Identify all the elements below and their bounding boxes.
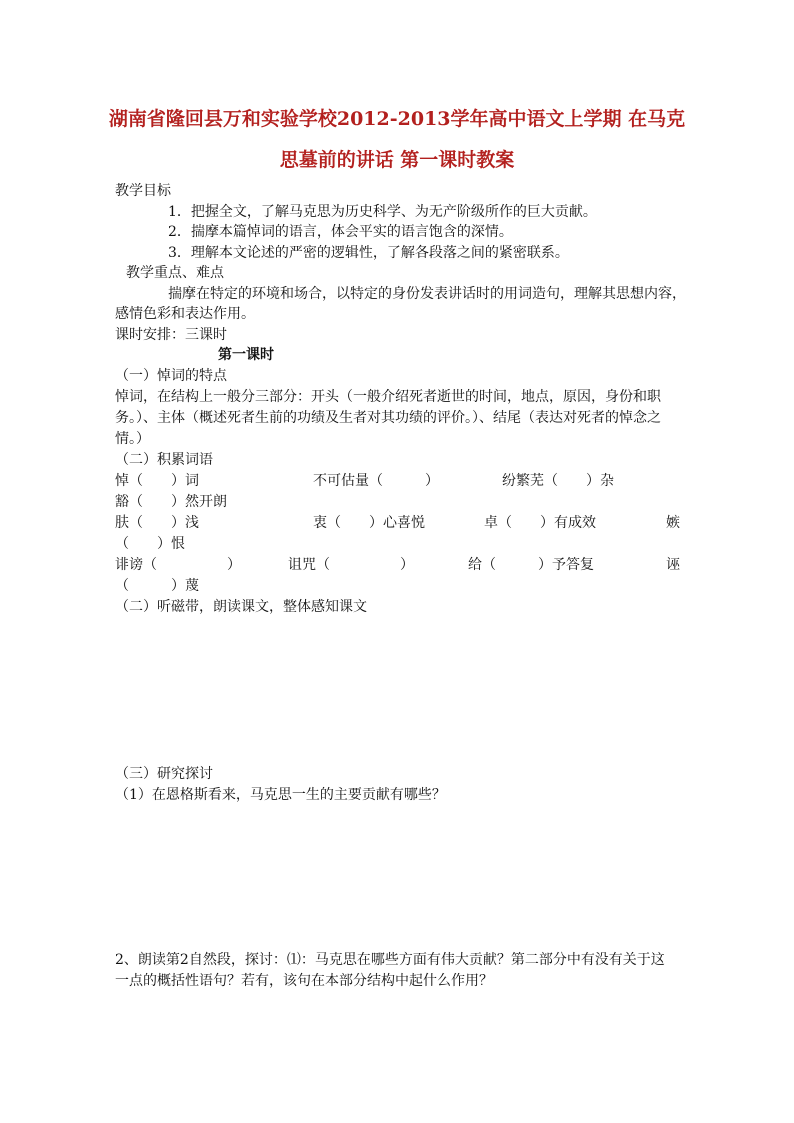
objective-item-1: 1．把握全文，了解马克思为历史科学、为无产阶级所作的巨大贡献。 bbox=[168, 204, 597, 220]
vocab-item: 卓（ ）有成效 bbox=[484, 515, 596, 531]
section-4-heading: （三）研究探讨 bbox=[115, 766, 213, 782]
vocab-item: 诽谤（ ） bbox=[115, 557, 241, 573]
vocab-item: 诬 bbox=[666, 557, 680, 573]
document-title-line-2: 思墓前的讲话 第一课时教案 bbox=[279, 149, 515, 171]
vocab-item: 纷繁芜（ ）杂 bbox=[502, 473, 614, 489]
section-1-text-2: 务。）、主体（概述死者生前的功绩及生者对其功绩的评价。）、结尾（表达对死者的悼念之 bbox=[115, 410, 661, 426]
section-1-text-3: 情。） bbox=[115, 431, 150, 447]
vocab-item: 给（ ）予答复 bbox=[468, 557, 594, 573]
vocab-item: 肤（ ）浅 bbox=[115, 515, 199, 531]
question-2-line-1: 2、朗读第2自然段，探讨：⑴：马克思在哪些方面有伟大贡献？第二部分中有没有关于这 bbox=[115, 952, 665, 968]
document-title-line-1: 湖南省隆回县万和实验学校2012-2013学年高中语文上学期 在马克 bbox=[108, 108, 686, 130]
vocab-item: （ ）恨 bbox=[115, 536, 185, 552]
lesson-heading: 第一课时 bbox=[218, 347, 274, 363]
vocab-item: 豁（ ）然开朗 bbox=[115, 494, 227, 510]
objectives-heading: 教学目标 bbox=[115, 183, 171, 199]
objective-item-3: 3．理解本文论述的严密的逻辑性，了解各段落之间的紧密联系。 bbox=[168, 245, 569, 261]
section-1-text-1: 悼词，在结构上一般分三部分：开头（一般介绍死者逝世的时间，地点，原因，身份和职 bbox=[115, 389, 661, 405]
vocab-item: 不可估量（ ） bbox=[313, 473, 439, 489]
section-2-heading: （二）积累词语 bbox=[115, 452, 213, 468]
vocab-item: （ ）蔑 bbox=[115, 578, 199, 594]
objective-item-2: 2．揣摩本篇悼词的语言，体会平实的语言饱含的深情。 bbox=[168, 224, 513, 240]
section-3-heading: （二）听磁带，朗读课文，整体感知课文 bbox=[115, 599, 367, 615]
question-1: （1）在恩格斯看来，马克思一生的主要贡献有哪些？ bbox=[115, 787, 446, 803]
schedule-text: 课时安排：三课时 bbox=[115, 327, 227, 343]
section-1-heading: （一）悼词的特点 bbox=[115, 368, 227, 384]
key-points-text-1: 揣摩在特定的环境和场合，以特定的身份发表讲话时的用词造句，理解其思想内容， bbox=[168, 286, 686, 302]
question-2-line-2: 一点的概括性语句？若有，该句在本部分结构中起什么作用？ bbox=[115, 973, 493, 989]
vocab-item: 诅咒（ ） bbox=[288, 557, 414, 573]
vocab-item: 悼（ ）词 bbox=[115, 473, 199, 489]
vocab-item: 衷（ ）心喜悦 bbox=[313, 515, 425, 531]
vocab-item: 嫉 bbox=[666, 515, 680, 531]
key-points-text-2: 感情色彩和表达作用。 bbox=[115, 306, 255, 322]
key-points-heading: 教学重点、难点 bbox=[126, 265, 224, 281]
